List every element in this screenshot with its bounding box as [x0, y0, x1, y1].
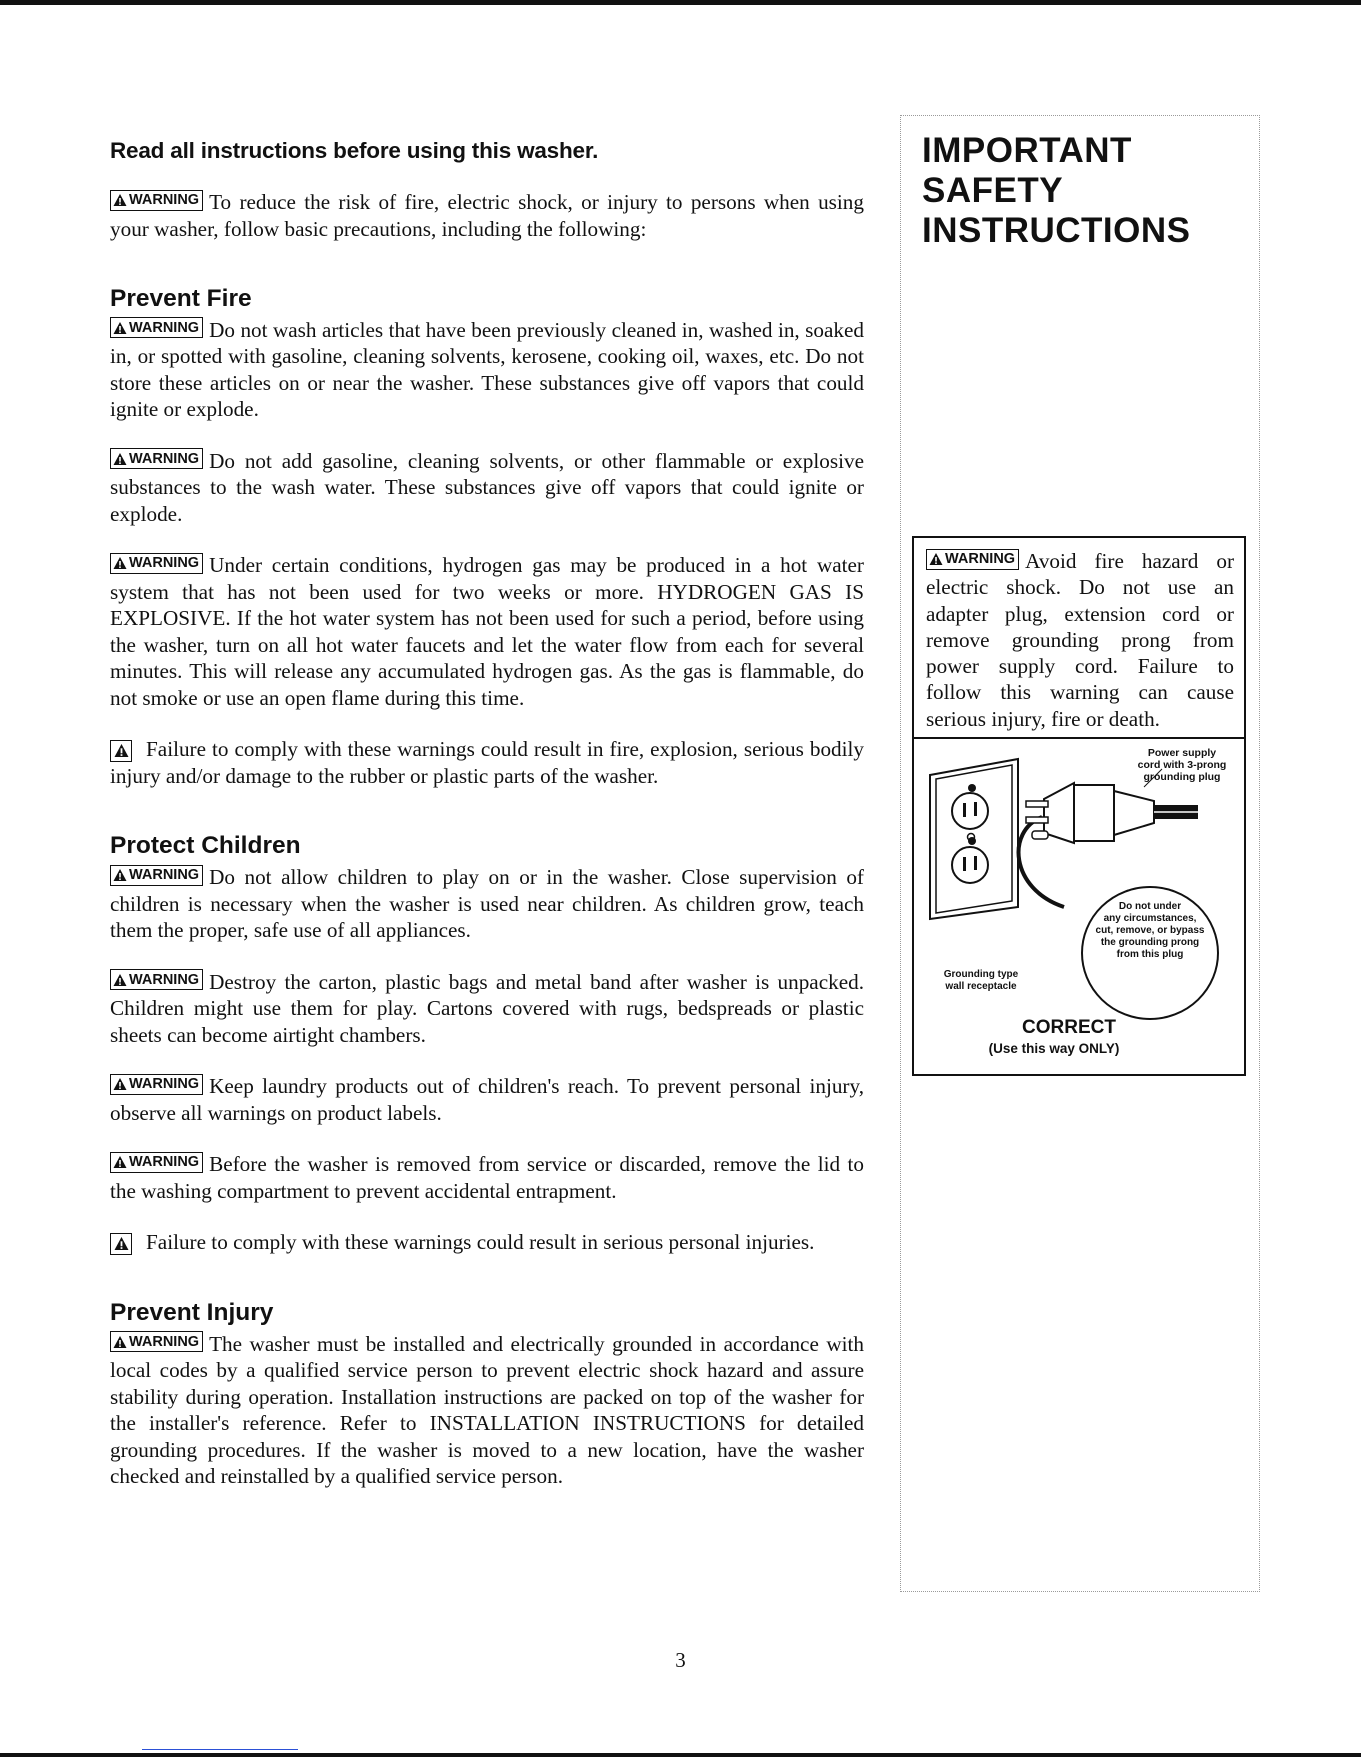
grounding-prong-warning-label: Do not under any circumstances, cut, remove, or bypass the grounding prong from this plug — [1095, 901, 1205, 960]
main-column — [110, 138, 864, 1515]
paragraph: WARNING Do not add gasoline, cleaning solvents, or other flammable or explosive substances to the wash water. These substances give off vapors that could ignite or explode. — [110, 448, 864, 526]
warning-triangle-icon — [113, 193, 127, 207]
warning-badge: WARNING — [110, 448, 203, 469]
warning-triangle-icon — [113, 452, 127, 466]
paragraph: WARNING Do not allow children to play on or in the washer. Close supervision of children is necessary when the washer is used near children. As children grow, teach them the proper, safe use of all appliances. — [110, 865, 864, 943]
warning-badge: WARNING — [110, 190, 203, 211]
section-protect-children — [110, 833, 864, 1255]
section-title: Prevent Injury — [110, 1298, 274, 1326]
warning-triangle-icon — [113, 556, 127, 570]
paragraph: Failure to comply with these warnings could result in serious personal injuries. — [110, 1229, 864, 1256]
warning-badge: WARNING — [110, 553, 203, 574]
bottom-rule — [0, 1753, 1361, 1757]
paragraph: WARNING Under certain conditions, hydrogen gas may be produced in a hot water system that has not been used for two weeks or more. HYDROGEN GAS IS EXPLOSIVE. If the hot water system has not been used for such a period, before using the washer, turn on all hot water faucets and let the water flow from each for several minutes. This will release any accumulated hydrogen gas. As the gas is flammable, do not smoke or use an open flame during this time. — [110, 553, 864, 710]
paragraph: Failure to comply with these warnings could result in fire, explosion, serious bodily injury and/or damage to the rubber or plastic parts of the washer. — [110, 737, 864, 788]
warning-triangle-icon — [113, 868, 127, 882]
warning-badge: WARNING — [110, 865, 203, 886]
warning-triangle-icon — [113, 973, 127, 987]
warning-triangle-icon — [114, 743, 129, 758]
footer-underline — [142, 1749, 298, 1750]
warning-badge: WARNING — [110, 1074, 203, 1095]
section-prevent-fire — [110, 286, 864, 789]
warning-triangle-icon — [113, 321, 127, 335]
paragraph: WARNING Destroy the carton, plastic bags and metal band after washer is unpacked. Children might use them for play. Cartons covered with rugs, bedspreads or plastic sheets can become airtight chambers. — [110, 969, 864, 1047]
cord-label: Power supply cord with 3-prong grounding plug — [1137, 747, 1227, 783]
caution-badge — [110, 1233, 132, 1255]
warning-badge: WARNING — [110, 1331, 203, 1352]
section-prevent-injury — [110, 1300, 864, 1490]
warning-badge: WARNING — [110, 317, 203, 338]
correct-label: CORRECT — [1022, 1017, 1116, 1038]
use-note: (Use this way ONLY) — [988, 1041, 1120, 1056]
paragraph: WARNING Before the washer is removed from service or discarded, remove the lid to the washing compartment to prevent accidental entrapment. — [110, 1152, 864, 1203]
page-number: 3 — [675, 1648, 686, 1672]
sidebar-title: IMPORTANT SAFETY INSTRUCTIONS — [922, 131, 1191, 250]
warning-badge: WARNING — [110, 969, 203, 990]
warning-triangle-icon — [113, 1335, 127, 1349]
grounding-warning-text: WARNING Avoid fire hazard or electric shock. Do not use an adapter plug, extension cord or remove grounding prong from power supply cord. Failure to follow this warning can cause serious injury, fire or death. — [914, 538, 1244, 739]
receptacle-label: Grounding type wall receptacle — [943, 969, 1019, 992]
section-title: Protect Children — [110, 832, 301, 860]
grounding-warning-box — [912, 536, 1246, 1076]
top-rule — [0, 0, 1361, 5]
warning-triangle-icon — [114, 1236, 129, 1251]
paragraph: WARNING Keep laundry products out of children's reach. To prevent personal injury, observe all warnings on product labels. — [110, 1074, 864, 1125]
paragraph: WARNING Do not wash articles that have been previously cleaned in, washed in, soaked in, or spotted with gasoline, cleaning solvents, kerosene, cooking oil, waxes, etc. Do not store these articles on or near the washer. These substances give off vapors that could ignite or explode. — [110, 317, 864, 422]
paragraph: WARNING The washer must be installed and electrically grounded in accordance with local codes by a qualified service person to prevent electric shock hazard and assure stability during operation. Installation instructions are packed on top of the washer for the installer's reference. Refer to INSTALLATION INSTRUCTIONS for detailed grounding procedures. If the washer is moved to a new location, have the washer checked and reinstalled by a qualified service person. — [110, 1331, 864, 1489]
warning-badge: WARNING — [110, 1152, 203, 1173]
warning-triangle-icon — [113, 1077, 127, 1091]
warning-triangle-icon — [113, 1155, 127, 1169]
warning-badge: WARNING — [926, 549, 1019, 570]
section-title: Prevent Fire — [110, 285, 252, 312]
warning-triangle-icon — [929, 552, 943, 566]
caution-badge — [110, 740, 132, 762]
grounding-plug-figure — [914, 739, 1244, 1074]
lead-heading: Read all instructions before using this washer. — [110, 138, 599, 163]
intro-paragraph: WARNING To reduce the risk of fire, electric shock, or injury to persons when using your washer, follow basic precautions, including the following: — [110, 190, 864, 241]
